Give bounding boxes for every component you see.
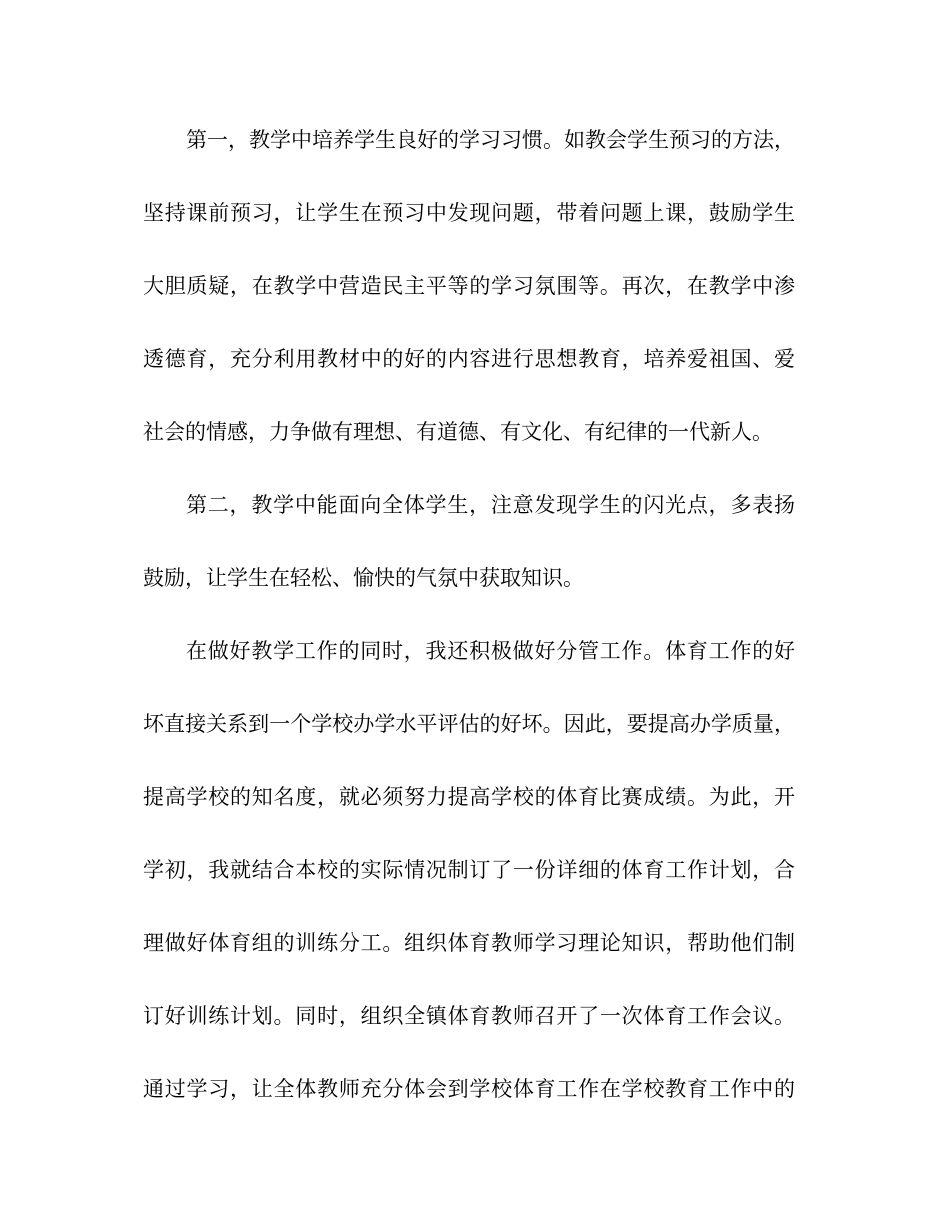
text-line: 订好训练计划。同时，组织全镇体育教师召开了一次体育工作会议。 (143, 1004, 795, 1028)
paragraph-3 (143, 633, 795, 1108)
paragraph-2 (143, 487, 795, 597)
text-line: 第二，教学中能面向全体学生，注意发现学生的闪光点，多表扬 (186, 493, 795, 517)
document-body (143, 122, 795, 1144)
paragraph-1 (143, 122, 795, 451)
text-line: 坏直接关系到一个学校办学水平评估的好坏。因此，要提高办学质量， (143, 712, 795, 736)
text-line: 学初，我就结合本校的实际情况制订了一份详细的体育工作计划，合 (143, 858, 795, 882)
text-line: 鼓励，让学生在轻松、愉快的气氛中获取知识。 (143, 566, 584, 590)
text-line: 坚持课前预习，让学生在预习中发现问题，带着问题上课，鼓励学生 (143, 201, 795, 225)
text-line: 社会的情感，力争做有理想、有道德、有文化、有纪律的一代新人。 (143, 420, 773, 444)
text-line: 大胆质疑，在教学中营造民主平等的学习氛围等。再次，在教学中渗 (143, 274, 795, 298)
text-line: 理做好体育组的训练分工。组织体育教师学习理论知识，帮助他们制 (143, 931, 795, 955)
text-line: 在做好教学工作的同时，我还积极做好分管工作。体育工作的好 (186, 639, 795, 663)
text-line: 提高学校的知名度，就必须努力提高学校的体育比赛成绩。为此，开 (143, 785, 795, 809)
text-line: 第一，教学中培养学生良好的学习习惯。如教会学生预习的方法， (186, 128, 795, 152)
text-line: 透德育，充分利用教材中的好的内容进行思想教育，培养爱祖国、爱 (143, 347, 795, 371)
text-line: 通过学习，让全体教师充分体会到学校体育工作在学校教育工作中的 (143, 1077, 795, 1101)
